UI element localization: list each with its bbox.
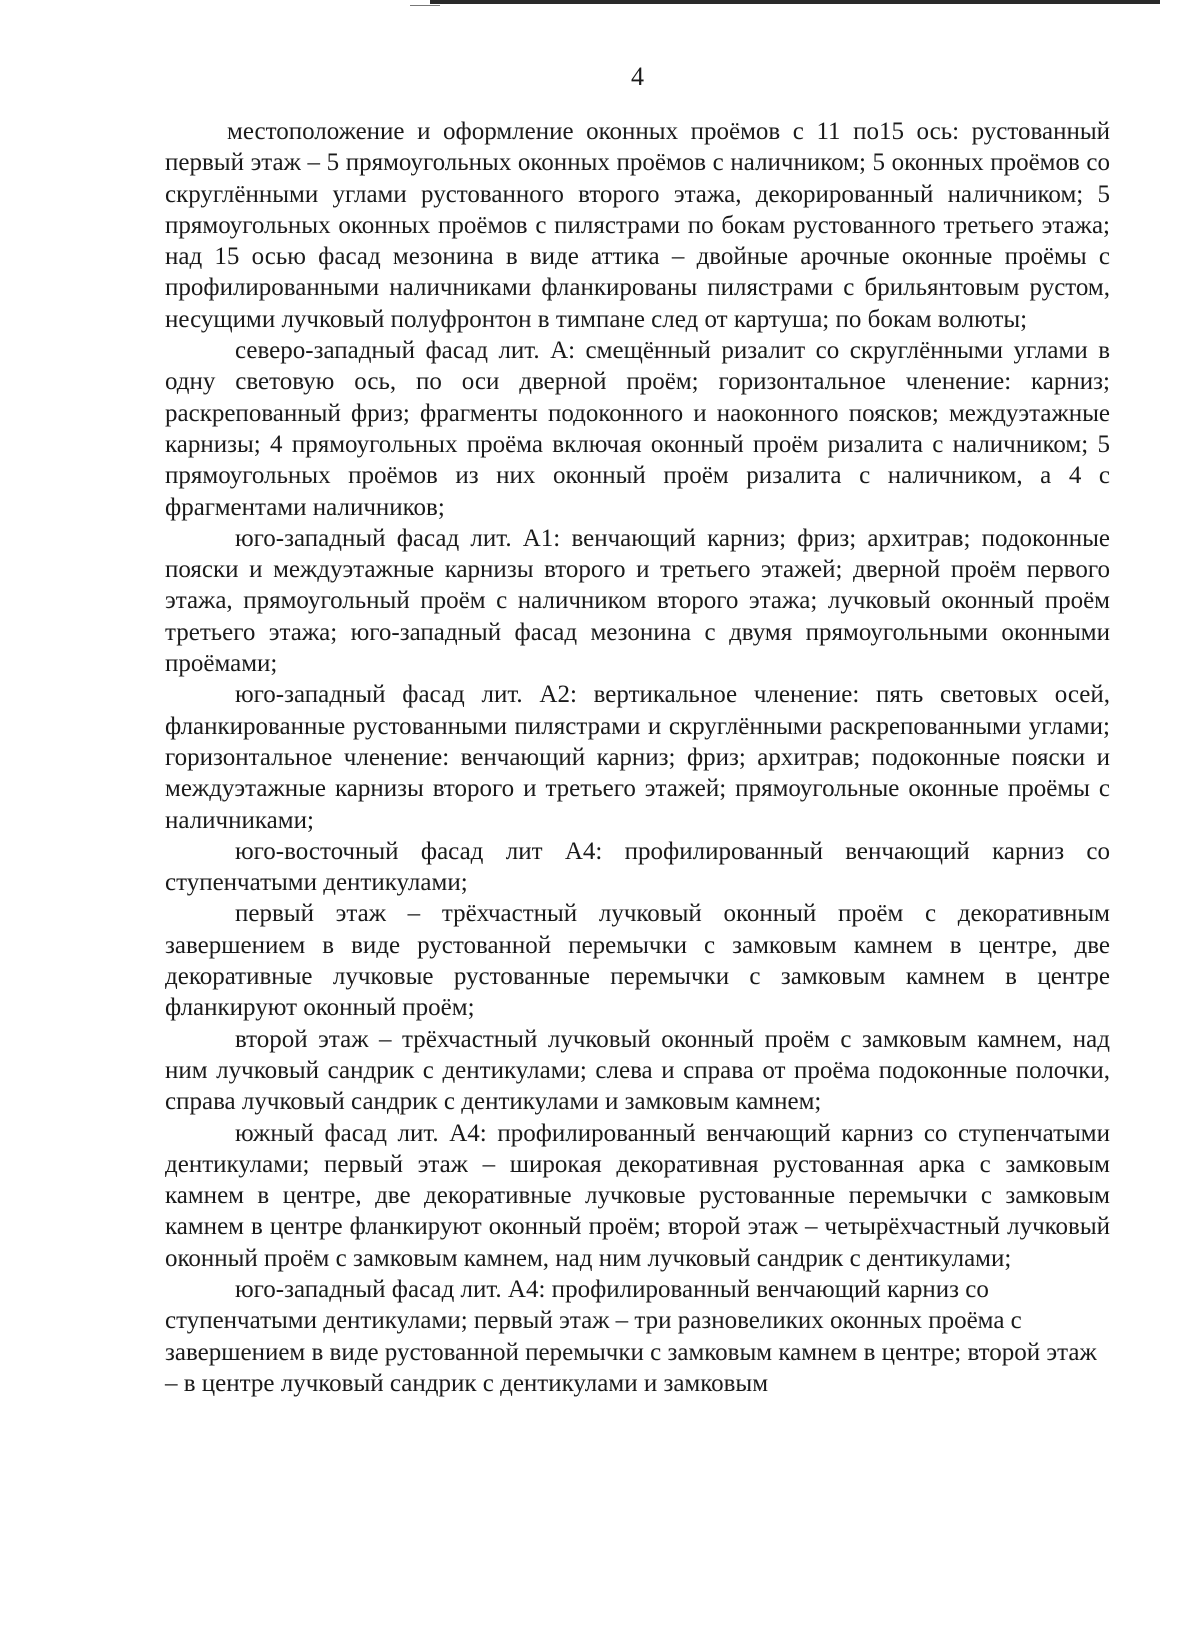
paragraph: северо-западный фасад лит. А: смещённый ризалит со скруглёнными углами в одну световую ось, по оси дверной проём; горизонтальное членение: карниз; раскрепованный фриз; фрагменты подоконного и наоконного поясков; междуэтажные карнизы; 4 прямоугольных проёма включая оконный проём ризалита с наличником; 5 прямоугольных проёмов из них оконный проём ризалита с наличником, а 4 с фрагментами наличников; (165, 337, 1110, 521)
document-body (165, 116, 1110, 1399)
paragraph: юго-восточный фасад лит А4: профилированный венчающий карниз со ступенчатыми дентикулами; (165, 837, 1110, 897)
paragraph: юго-западный фасад лит. А1: венчающий карниз; фриз; архитрав; подоконные пояски и междуэтажные карнизы второго и третьего этажей; дверной проём первого этажа, прямоугольный проём с наличником второго этажа; лучковый оконный проём третьего этажа; юго-западный фасад мезонина с двумя прямоугольными оконными проёмами; (165, 524, 1110, 678)
paragraph: юго-западный фасад лит. А2: вертикальное членение: пять световых осей, фланкированные рустованными пилястрами и скруглёнными раскрепованными углами; горизонтальное членение: венчающий карниз; фриз; архитрав; подоконные пояски и междуэтажные карнизы второго и третьего этажей; прямоугольные оконные проёмы с наличниками; (165, 681, 1110, 834)
page-number: 4 (631, 62, 644, 91)
paragraph: второй этаж – трёхчастный лучковый оконный проём с замковым камнем, над ним лучковый сандрик с дентикулами; слева и справа от проёма подоконные полочки, справа лучковый сандрик с дентикулами и замковым камнем; (165, 1025, 1110, 1116)
top-rule (430, 0, 1160, 4)
top-rule-thin (410, 5, 440, 6)
paragraph: южный фасад лит. А4: профилированный венчающий карниз со ступенчатыми дентикулами; первый этаж – широкая декоративная рустованная арка с замковым камнем в центре, две декоративные лучковые рустованные перемычки с замковым камнем в центре фланкируют оконный проём; второй этаж – четырёхчастный лучковый оконный проём с замковым камнем, над ним лучковый сандрик с дентикулами; (165, 1119, 1110, 1272)
paragraph: местоположение и оформление оконных проёмов с 11 по15 ось: рустованный первый этаж – 5 прямоугольных оконных проёмов с наличником; 5 оконных проёмов со скруглёнными углами рустованного второго этажа, декорированный наличником; 5 прямоугольных оконных проёмов с пилястрами по бокам рустованного третьего этажа; над 15 осью фасад мезонина в виде аттика – двойные арочные оконные проёмы с профилированными наличниками фланкированы пилястрами с брильянтовым рустом, несущими лучковый полуфронтон в тимпане след от картуша; по бокам волюты; (165, 118, 1110, 333)
paragraph: юго-западный фасад лит. А4: профилированный венчающий карниз со ступенчатыми дентикулами; первый этаж – три разновеликих оконных проёма с завершением в виде рустованной перемычки с замковым камнем в центре; второй этаж – в центре лучковый сандрик с дентикулами и замковым (165, 1275, 1097, 1397)
paragraph: первый этаж – трёхчастный лучковый оконный проём с декоративным завершением в виде рустованной перемычки с замковым камнем в центре, две декоративные лучковые рустованные перемычки с замковым камнем в центре фланкируют оконный проём; (165, 900, 1110, 1022)
